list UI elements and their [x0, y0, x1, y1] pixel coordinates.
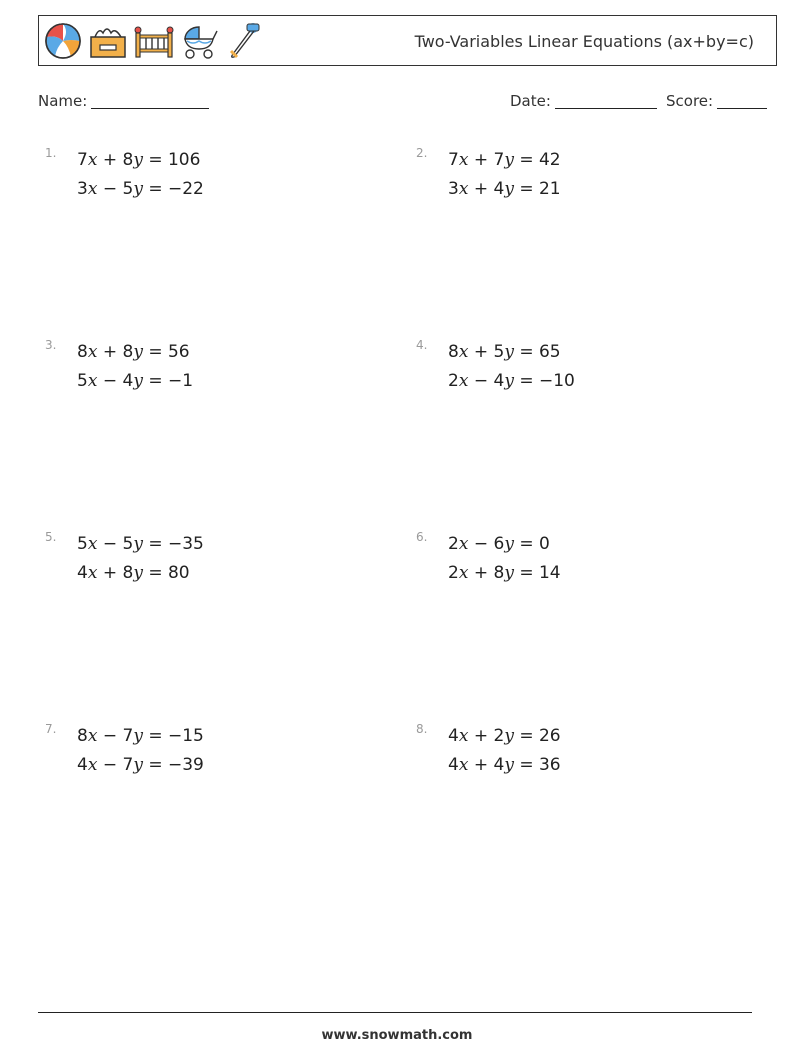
operator: − — [97, 371, 123, 391]
coefficient-b: 7 — [493, 150, 505, 170]
variable-y: y — [504, 755, 514, 775]
variable-x: x — [87, 755, 98, 775]
coefficient-a: 8 — [448, 342, 459, 362]
variable-y: y — [133, 150, 143, 170]
equals-sign: = — [142, 534, 168, 554]
coefficient-a: 4 — [77, 563, 88, 583]
operator: + — [468, 150, 494, 170]
operator: + — [468, 726, 494, 746]
right-hand-side: −22 — [167, 179, 204, 199]
variable-y: y — [504, 371, 514, 391]
worksheet-title: Two-Variables Linear Equations (ax+by=c) — [414, 32, 754, 51]
equation-2 — [77, 371, 193, 391]
equation-2 — [77, 563, 190, 583]
coefficient-a: 5 — [77, 534, 88, 554]
coefficient-b: 7 — [122, 726, 134, 746]
score-field[interactable] — [666, 92, 767, 110]
coefficient-a: 7 — [77, 150, 88, 170]
problem-number: 5. — [45, 530, 57, 544]
footer-divider — [38, 1012, 752, 1013]
equals-sign: = — [513, 755, 539, 775]
equation-1 — [448, 534, 550, 554]
coefficient-a: 2 — [448, 534, 459, 554]
coefficient-b: 4 — [493, 755, 505, 775]
equation-2 — [448, 563, 561, 583]
operator: − — [97, 534, 123, 554]
coefficient-b: 7 — [122, 755, 134, 775]
problem-number: 4. — [416, 338, 428, 352]
variable-x: x — [458, 371, 469, 391]
equation-1 — [448, 342, 561, 362]
right-hand-side: −15 — [167, 726, 204, 746]
coefficient-a: 4 — [77, 755, 88, 775]
variable-x: x — [87, 563, 98, 583]
operator: − — [97, 755, 123, 775]
coefficient-b: 8 — [122, 150, 134, 170]
variable-y: y — [504, 563, 514, 583]
operator: − — [97, 179, 123, 199]
date-label: Date: — [510, 92, 551, 110]
variable-x: x — [87, 342, 98, 362]
variable-y: y — [133, 342, 143, 362]
coefficient-b: 5 — [122, 179, 134, 199]
coefficient-b: 8 — [493, 563, 505, 583]
variable-x: x — [87, 726, 98, 746]
coefficient-b: 5 — [493, 342, 505, 362]
right-hand-side: −35 — [167, 534, 204, 554]
variable-y: y — [504, 726, 514, 746]
equation-1 — [77, 150, 200, 170]
right-hand-side: −1 — [167, 371, 194, 391]
operator: − — [468, 371, 494, 391]
equation-1 — [448, 150, 561, 170]
coefficient-a: 8 — [77, 342, 88, 362]
coefficient-a: 3 — [77, 179, 88, 199]
variable-x: x — [458, 179, 469, 199]
equals-sign: = — [513, 150, 539, 170]
variable-y: y — [133, 534, 143, 554]
equals-sign: = — [142, 726, 168, 746]
equation-2 — [77, 179, 204, 199]
coefficient-b: 6 — [493, 534, 505, 554]
problem-number: 1. — [45, 146, 57, 160]
operator: + — [97, 563, 123, 583]
variable-y: y — [133, 563, 143, 583]
coefficient-a: 7 — [448, 150, 459, 170]
variable-x: x — [87, 534, 98, 554]
coefficient-b: 4 — [493, 371, 505, 391]
right-hand-side: 80 — [167, 563, 190, 583]
variable-y: y — [133, 755, 143, 775]
equals-sign: = — [513, 342, 539, 362]
variable-x: x — [87, 179, 98, 199]
right-hand-side: 26 — [538, 726, 561, 746]
coefficient-a: 2 — [448, 371, 459, 391]
baby-stroller-icon — [179, 21, 219, 61]
operator: + — [468, 563, 494, 583]
coefficient-a: 8 — [77, 726, 88, 746]
variable-x: x — [458, 150, 469, 170]
variable-x: x — [458, 342, 469, 362]
variable-y: y — [504, 342, 514, 362]
variable-x: x — [458, 726, 469, 746]
header-icons — [43, 20, 263, 62]
right-hand-side: 0 — [538, 534, 550, 554]
variable-x: x — [87, 371, 98, 391]
footer-url: www.snowmath.com — [321, 1028, 473, 1043]
equals-sign: = — [142, 150, 168, 170]
variable-x: x — [458, 755, 469, 775]
equation-1 — [448, 726, 561, 746]
operator: + — [97, 150, 123, 170]
right-hand-side: 21 — [538, 179, 561, 199]
name-field[interactable] — [38, 92, 209, 110]
problem-number: 2. — [416, 146, 428, 160]
right-hand-side: 14 — [538, 563, 561, 583]
right-hand-side: 36 — [538, 755, 561, 775]
equation-2 — [448, 179, 561, 199]
variable-y: y — [133, 179, 143, 199]
coefficient-a: 4 — [448, 755, 459, 775]
equals-sign: = — [142, 371, 168, 391]
operator: − — [468, 534, 494, 554]
coefficient-b: 4 — [122, 371, 134, 391]
variable-x: x — [87, 150, 98, 170]
coefficient-b: 8 — [122, 563, 134, 583]
equals-sign: = — [513, 371, 539, 391]
coefficient-a: 3 — [448, 179, 459, 199]
coefficient-a: 4 — [448, 726, 459, 746]
safety-pin-icon — [223, 21, 263, 61]
equation-2 — [448, 371, 575, 391]
operator: + — [468, 342, 494, 362]
coefficient-a: 5 — [77, 371, 88, 391]
operator: + — [468, 755, 494, 775]
equals-sign: = — [142, 342, 168, 362]
equals-sign: = — [513, 534, 539, 554]
equation-1 — [77, 726, 204, 746]
equals-sign: = — [142, 179, 168, 199]
coefficient-b: 8 — [122, 342, 134, 362]
score-blank[interactable] — [717, 92, 767, 109]
crib-icon — [133, 21, 175, 61]
date-blank[interactable] — [555, 92, 657, 109]
equals-sign: = — [513, 726, 539, 746]
right-hand-side: −10 — [538, 371, 575, 391]
problem-number: 8. — [416, 722, 428, 736]
beach-ball-icon — [43, 21, 83, 61]
name-blank[interactable] — [91, 92, 209, 109]
variable-x: x — [458, 563, 469, 583]
equation-1 — [77, 534, 204, 554]
equals-sign: = — [513, 179, 539, 199]
variable-y: y — [504, 150, 514, 170]
problem-number: 6. — [416, 530, 428, 544]
operator: − — [97, 726, 123, 746]
right-hand-side: 106 — [167, 150, 201, 170]
variable-y: y — [504, 179, 514, 199]
coefficient-a: 2 — [448, 563, 459, 583]
right-hand-side: −39 — [167, 755, 204, 775]
right-hand-side: 56 — [167, 342, 190, 362]
operator: + — [97, 342, 123, 362]
problem-number: 7. — [45, 722, 57, 736]
equals-sign: = — [513, 563, 539, 583]
coefficient-b: 5 — [122, 534, 134, 554]
variable-y: y — [504, 534, 514, 554]
variable-x: x — [458, 534, 469, 554]
right-hand-side: 42 — [538, 150, 561, 170]
variable-y: y — [133, 726, 143, 746]
variable-y: y — [133, 371, 143, 391]
tissue-box-icon — [87, 21, 129, 61]
worksheet-header — [38, 15, 777, 66]
coefficient-b: 2 — [493, 726, 505, 746]
equation-2 — [77, 755, 204, 775]
score-label: Score: — [666, 92, 714, 110]
equals-sign: = — [142, 563, 168, 583]
operator: + — [468, 179, 494, 199]
coefficient-b: 4 — [493, 179, 505, 199]
problem-number: 3. — [45, 338, 57, 352]
right-hand-side: 65 — [538, 342, 561, 362]
equation-2 — [448, 755, 561, 775]
equation-1 — [77, 342, 190, 362]
name-label: Name: — [38, 92, 88, 110]
date-field[interactable] — [510, 92, 657, 110]
equals-sign: = — [142, 755, 168, 775]
